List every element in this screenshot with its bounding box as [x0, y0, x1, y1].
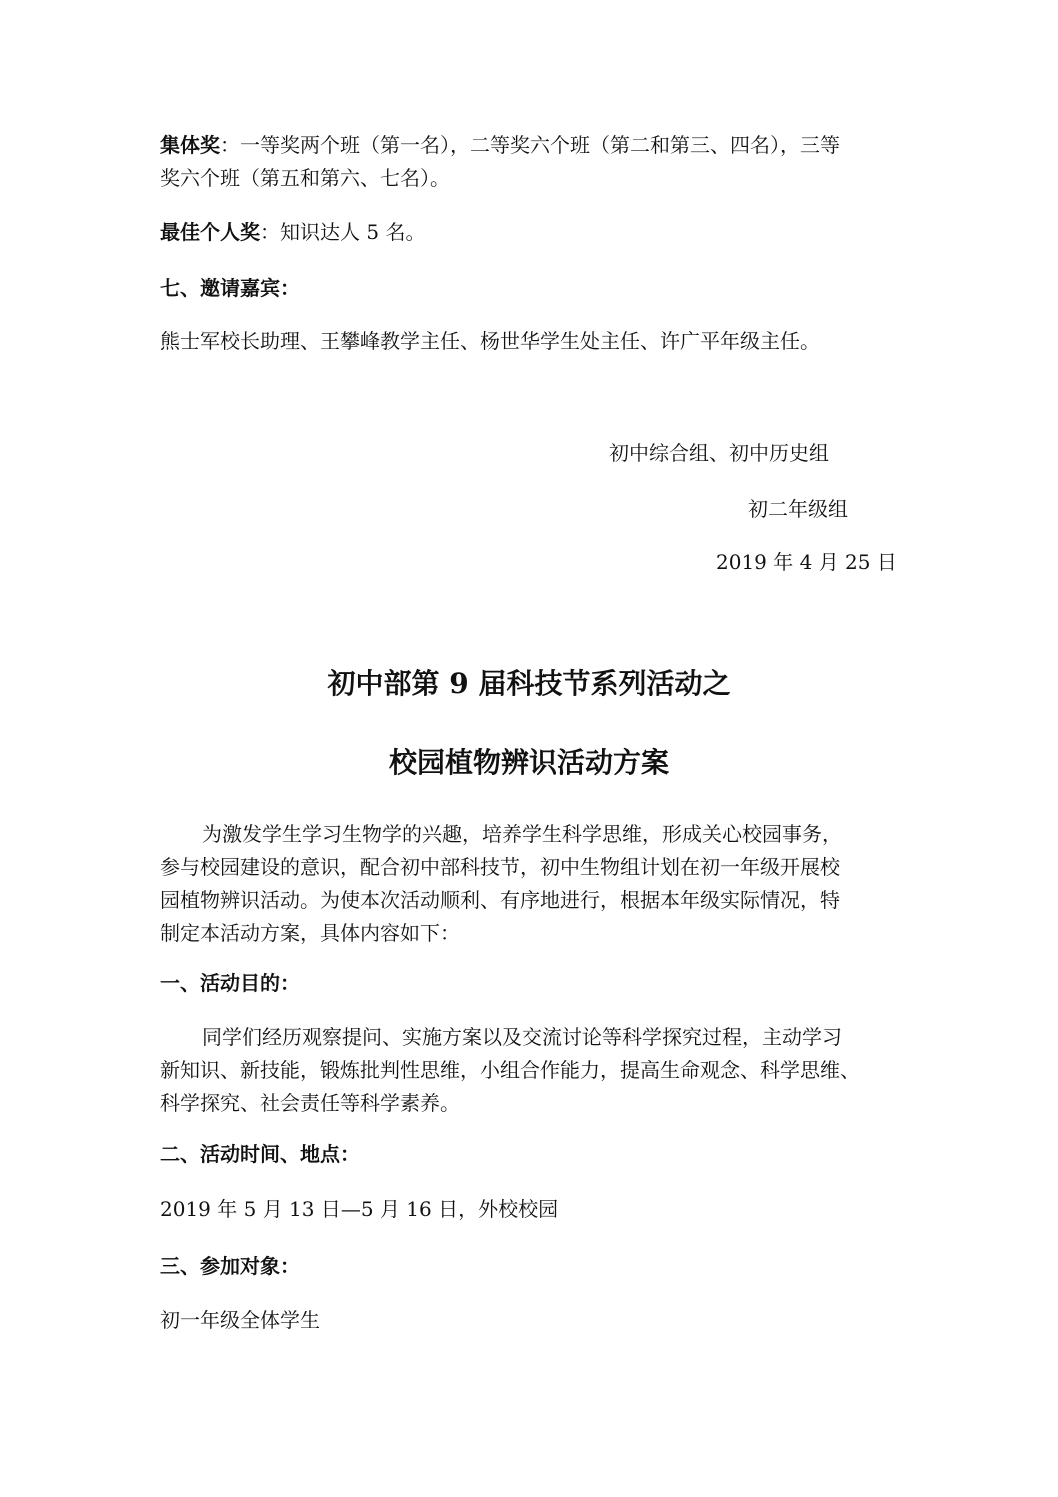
section-1-line: 新知识、新技能，锻炼批判性思维，小组合作能力，提高生命观念、科学思维、 — [160, 1058, 860, 1082]
section-2-heading: 二、活动时间、地点： — [160, 1142, 360, 1166]
section-2-text: 2019 年 5 月 13 日—5 月 16 日，外校校园 — [160, 1197, 559, 1221]
collective-award-label: 集体奖 — [160, 133, 220, 157]
intro-line: 为激发学生学习生物学的兴趣，培养学生科学思维，形成关心校园事务， — [202, 822, 842, 846]
section-3-text: 初一年级全体学生 — [160, 1308, 320, 1332]
plan-title-line-2: 校园植物辨识活动方案 — [388, 746, 669, 779]
section-1-heading: 一、活动目的： — [160, 971, 300, 995]
guests-list: 熊士军校长助理、王攀峰教学主任、杨世华学生处主任、许广平年级主任。 — [160, 329, 820, 353]
best-individual-award — [160, 216, 425, 249]
collective-award-paragraph — [160, 129, 840, 195]
section-7-heading: 七、邀请嘉宾： — [160, 276, 300, 300]
intro-paragraph — [160, 818, 842, 950]
plan-title-line-1: 初中部第 9 届科技节系列活动之 — [327, 667, 731, 700]
signature-date: 2019 年 4 月 25 日 — [716, 550, 897, 574]
signature-group-1: 初中综合组、初中历史组 — [609, 441, 829, 465]
intro-line: 参与校园建设的意识，配合初中部科技节，初中生物组计划在初一年级开展校 — [160, 855, 840, 879]
section-1-line: 同学们经历观察提问、实施方案以及交流讨论等科学探究过程，主动学习 — [202, 1025, 842, 1049]
section-1-line: 科学探究、社会责任等科学素养。 — [160, 1091, 460, 1115]
section-1-paragraph — [160, 1021, 860, 1120]
intro-line: 制定本活动方案，具体内容如下： — [160, 921, 460, 945]
signature-group-2: 初二年级组 — [748, 497, 848, 521]
collective-award-text-2: 奖六个班（第五和第六、七名）。 — [160, 166, 450, 190]
intro-line: 园植物辨识活动。为使本次活动顺利、有序地进行，根据本年级实际情况，特 — [160, 888, 840, 912]
collective-award-text-1: ：一等奖两个班（第一名），二等奖六个班（第二和第三、四名），三等 — [220, 133, 840, 157]
best-individual-label: 最佳个人奖 — [160, 220, 260, 244]
best-individual-text: ：知识达人 5 名。 — [260, 220, 426, 244]
section-3-heading: 三、参加对象： — [160, 1254, 300, 1278]
